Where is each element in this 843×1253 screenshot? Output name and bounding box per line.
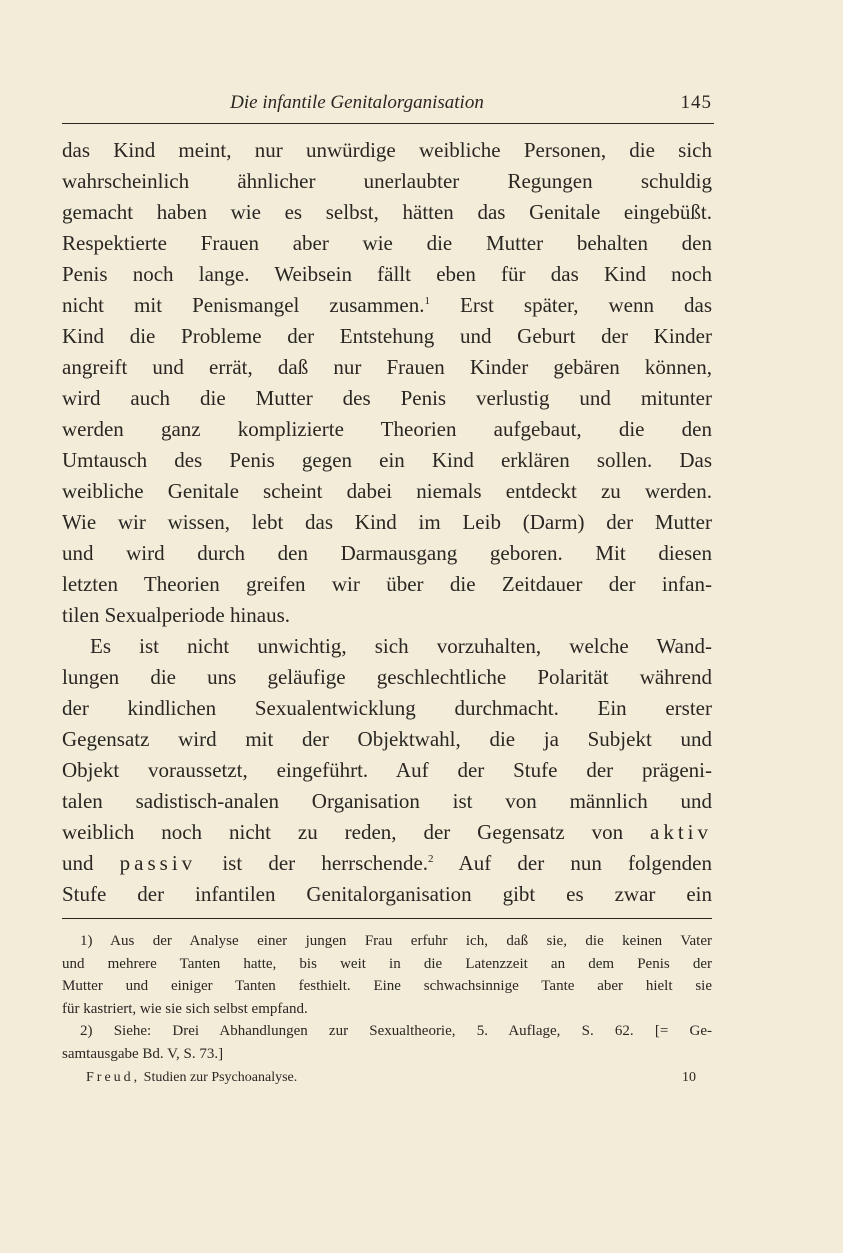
emphasized-term: aktiv [650,820,713,844]
text-line: Es ist nicht unwichtig, sich vorzuhalten, welche Wand- [90,634,712,658]
text-line: Gegensatz wird mit der Objektwahl, die ja Subjekt und [62,727,712,751]
signature-author: Freud, [86,1070,141,1085]
text-line: tilen Sexualperiode hinaus. [62,603,291,627]
footnote-mark: 1 [424,295,430,307]
text-line: Stufe der infantilen Genitalorganisation gibt es zwar ein [62,882,712,906]
text-line: wird auch die Mutter des Penis verlustig und mitunter [62,386,712,410]
printer-signature [86,1070,297,1086]
text-line: Penis noch lange. Weibsein fällt eben für das Kind noch [62,262,712,286]
footnote-line: und mehrere Tanten hatte, bis weit in die Latenzzeit an dem Penis der [62,955,712,972]
text-segment: weiblich noch nicht zu reden, der Gegensatz von [62,820,624,844]
signature-book: Studien zur Psychoanalyse. [143,1070,298,1085]
page-header [62,88,712,118]
text-line: weibliche Genitale scheint dabei niemals entdeckt zu werden. [62,479,712,503]
footnote-rule [62,918,712,919]
text-line: Kind die Probleme der Entstehung und Geburt der Kinder [62,324,712,348]
text-line: gemacht haben wie es selbst, hätten das Genitale eingebüßt. [62,200,712,224]
emphasized-term: passiv [119,851,197,875]
footnote-line: für kastriert, wie sie sich selbst empfand. [62,1000,308,1017]
page-number: 145 [680,92,712,113]
text-line: Respektierte Frauen aber wie die Mutter behalten den [62,231,712,255]
text-line: Wie wir wissen, lebt das Kind im Leib (Darm) der Mutter [62,510,712,534]
text-line: und wird durch den Darmausgang geboren. Mit diesen [62,541,712,565]
text-segment: ist der herrschende. [222,851,429,875]
text-line: wahrscheinlich ähnlicher unerlaubter Regungen schuldig [62,169,712,193]
body-text [62,135,712,910]
text-line: talen sadistisch-analen Organisation ist von männlich und [62,789,712,813]
text-line [62,290,712,321]
footnote-mark: 2 [428,853,434,865]
text-segment: Erst später, wenn das [460,293,713,317]
footnote-line: Mutter und einiger Tanten festhielt. Eine schwachsinnige Tante aber hielt sie [62,978,712,994]
text-segment: nicht mit Penismangel zusammen. [62,293,425,317]
footnote-line: 2) Siehe: Drei Abhandlungen zur Sexualtheorie, 5. Auflage, S. 62. [= Ge- [80,1023,712,1039]
text-line: der kindlichen Sexualentwicklung durchmacht. Ein erster [62,696,712,720]
text-line: angreift und errät, daß nur Frauen Kinder gebären können, [62,355,712,379]
running-title: Die infantile Genitalorganisation [230,92,484,113]
footnote-line: 1) Aus der Analyse einer jungen Frau erfuhr ich, daß sie, die keinen Vater [80,933,712,949]
text-line: letzten Theorien greifen wir über die Zeitdauer der infan- [62,572,712,596]
text-line: das Kind meint, nur unwürdige weibliche Personen, die sich [62,138,712,162]
text-line: Objekt voraussetzt, eingeführt. Auf der Stufe der prägeni- [62,758,712,782]
footnotes [62,930,712,1065]
sheet-number: 10 [682,1070,696,1085]
text-segment: und [62,851,94,875]
text-line [62,817,712,848]
text-segment: Auf der nun folgenden [458,851,712,875]
footnote-line: samtausgabe Bd. V, S. 73.] [62,1045,224,1062]
text-line: werden ganz komplizierte Theorien aufgebaut, die den [62,417,712,441]
header-rule [62,123,714,124]
text-line: lungen die uns geläufige geschlechtliche Polarität während [62,665,712,689]
text-line: Umtausch des Penis gegen ein Kind erklären sollen. Das [62,448,712,472]
text-line [62,848,712,879]
